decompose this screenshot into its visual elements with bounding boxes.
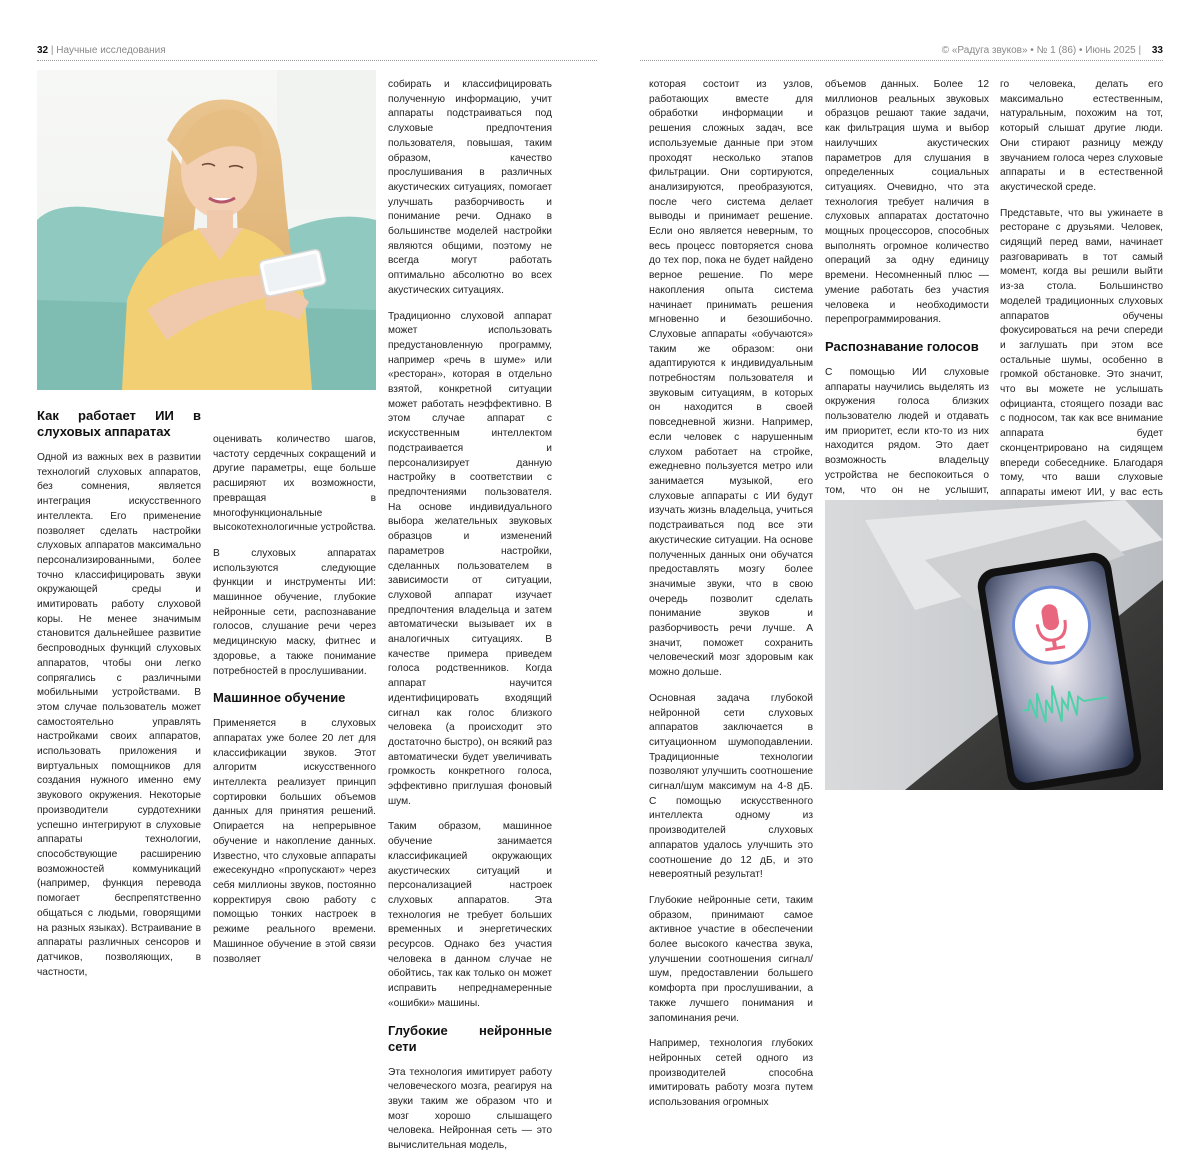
woman-photo-illustration	[37, 70, 376, 390]
paragraph: Применяется в слуховых аппаратах уже более 20 лет для классификации звуков. Этот алгоритм искусственного интеллекта реализует принцип сортировки больших объемов данных для принятия решений. Опирается на непрерывное обучение и накопление данных. Известно, что слуховые аппараты ежесекундно «пропускают» через себя миллионы звуков, постоянно корректируя свою работу с помощью тонких настроек в режиме реального времени. Машинное обучение в этой связи позволяет	[213, 718, 376, 965]
column-1	[37, 402, 201, 991]
paragraph: Глубокие нейронные сети, таким образом, принимают самое активное участие в обеспечении более высокого качества звука, улучшении соотношения сигнал/шум, предоставлении большего комфорта при прослушивании, а также лучшего понимания и запоминания речи.	[649, 894, 813, 1024]
smartphone-voice-assistant-photo	[825, 500, 1163, 790]
paragraph: Одной из важных вех в развитии технологий слуховых аппаратов, без сомнения, является интеграция искусственного интеллекта. Его применение позволяет сделать настройки слуховых аппаратов максимально персонализированными, более точно классифицировать звуки окружающей среды и имитировать работу слуховой коры. Не менее значимым становится дальнейшее развитие беспроводных функций слуховых аппаратов, чтобы они легко сопрягались с различными мобильными устройствами. В этом случае пользователь может самостоятельно управлять настройками своих аппаратов, использовать приложения и виртуальных помощников для создания нужного именно ему звукового окружения. Некоторые производители сурдотехники успешно интегрируют в слуховые аппараты технологии, способствующие расширению возможностей коммуникаций (например, функция перевода помогает беспрепятственно общаться с людьми, говорящими на разных языках). Встраивание в аппараты различных сенсоров и датчиков, позволяющих, в частности,	[37, 452, 201, 978]
left-header-rule	[37, 60, 597, 61]
paragraph: собирать и классифицировать полученную информацию, учит аппараты подстраиваться под слуховые предпочтения пользователя, повышая, таким образом, качество прослушивания в различных акустических ситуациях, помогает улучшать разборчивость и понимание речи. Однако в большинстве моделей настройки являются общими, поэтому не всегда могут работать оптимально абсолютно во всех акустических ситуациях.	[388, 79, 552, 296]
paragraph: Таким образом, машинное обучение занимается классификацией окружающих акустических ситуаций и персонализацией настроек слуховых аппаратов. Эта технология не требует больших временных и энергетических ресурсов. Однако без участия человека в данном случае не обойтись, так как только он может исправить непреднамеренные «ошибки» машины.	[388, 821, 552, 1009]
right-page-number: 33	[1151, 45, 1163, 56]
paragraph: го человека, делать его максимально естественным, натуральным, похожим на тот, который слышат другие люди. Они стирают разницу между звучанием голоса через слуховые аппараты и в естественной акустической среде.	[1000, 79, 1163, 193]
paragraph: Эта технология имитирует работу человеческого мозга, реагируя на звуки таким же образом что и мозг хорошо слышащего человека. Нейронная сеть — это вычислительная модель,	[388, 1066, 552, 1152]
right-running-header	[942, 45, 1163, 56]
right-issue-info: © «Радуга звуков» • № 1 (86) • Июнь 2025 |	[941, 45, 1142, 56]
section-heading-deep-neural-networks: Глубокие нейронные сети	[388, 1022, 552, 1054]
left-running-header	[37, 45, 166, 56]
section-heading-ai-in-hearing-aids: Как работает ИИ в слуховых аппаратах	[37, 408, 201, 439]
paragraph: Представьте, что вы ужинаете в ресторане с друзьями. Человек, сидящий перед вами, начинает разговаривать в тот самый момент, когда вы решили выйти из-за стола. Большинство моделей традиционных слуховых аппаратов обучены фокусироваться на речи спереди и заглушать при этом все остальные шумы, особенно в громкой обстановке. Это значит, что вы можете не услышать официанта, стоящего позади вас с подносом, так как все внимание аппарата будет сконцентрировано на сидящем впереди собеседнике. Благодаря тому, что ваши слуховые аппараты имеют ИИ, у вас есть	[1000, 207, 1163, 498]
paragraph: С помощью ИИ слуховые аппараты научились выделять из окружения голоса близких пользователю людей и отдавать им приоритет, если кто-то из них находится рядом. Это дает возможность владельцу устройства не беспокоиться о том, что он не услышит,	[825, 366, 989, 496]
paragraph: Например, технология глубоких нейронных сетей одного из производителей способна имитировать работу мозга путем использования огромных	[649, 1038, 813, 1109]
paragraph: которая состоит из узлов, работающих вместе для обработки информации и решения сложных задач, все используемые данные при этом проходят несколько этапов фильтрации. Они сортируются, анализируются, преобразуются, после чего система делает выводы и принимает решение. Если оно является неверным, то весь процесс повторяется снова до тех пор, пока не будет найдено верное решение. По мере накопления опыта система начинает принимать решения мгновенно и безошибочно. Слуховые аппараты «обучаются» таким же образом: они адаптируются к индивидуальным потребностям пользователя и звуковым ситуациям, в которых он находится в своей повседневной жизни. Например, если человек с нарушенным слухом работает на стройке, ежедневно пользуется метро или занимается музыкой, его слуховые аппараты с ИИ будут изучать жизнь владельца, учиться подстраиваться под все эти акустические ситуации. На основе полученных данных они обучатся предоставлять мозгу более значимые звуки, что в свою очередь позволит сделать понимание звуков и разборчивость речи лучше. А значит, поможет сохранить человеческий мозг здоровым как можно дольше.	[649, 79, 813, 679]
left-page-number: 32	[37, 45, 49, 56]
left-section-label: | Научные исследования	[50, 45, 166, 56]
section-heading-machine-learning: Машинное обучение	[213, 690, 346, 706]
woman-with-smartphone-photo	[37, 70, 376, 390]
paragraph: В слуховых аппаратах используются следующие функции и инструменты ИИ: машинное обучение, глубокие нейронные сети, распознавание голосов, слушание речи через медицинскую маску, фитнес и здоровье, а также понимание потребностей в прослушивании.	[213, 547, 376, 677]
column-4	[649, 78, 813, 1122]
paragraph: Традиционно слуховой аппарат может использовать предустановленную программу, например «речь в шуме» или «ресторан», которая в отдельно взятой, конкретной ситуации может работать неэффективно. В этом случае аппарат с искусственным интеллектом подстраивается и персонализирует данную настройку в соответствии с предпочтениями пользователя. На основе индивидуального выбора желательных звуковых образцов и изменений параметров настройки, сделанных пользователем в зависимости от ситуации, слуховой аппарат изучает предпочтения владельца и затем автоматически вызывает их в аналогичных ситуациях. В качестве примера приведем голоса родственников. Когда аппарат научится идентифицировать входящий сигнал как голос близкого человека (а происходит это достаточно быстро), он всякий раз автоматически будет увеличивать громкость конкретного голоса, эффективно приглушая фоновый шум.	[388, 310, 553, 807]
paragraph: оценивать количество шагов, частоту сердечных сокращений и другие параметры, еще больше расширяют их возможности, превращая в многофункциональные высокотехнологичные устройства.	[213, 434, 376, 534]
paragraph: Основная задача глубокой нейронной сети слуховых аппаратов заключается в ситуационном шумоподавлении. Традиционные технологии позволяют улучшить соотношение сигнал/шум максимум на 4-8 дБ. С помощью искусственного интеллекта одному из производителей слуховых аппаратов удалось улучшить это соотношение до 12 дБ, и это невероятный результат!	[649, 692, 813, 881]
paragraph: объемов данных. Более 12 миллионов реальных звуковых образцов решают такие задачи, как фильтрация шума и выбор наилучших акустических параметров для слушания в определенных социальных ситуациях. Очевидно, что эта технология требует наличия в слуховых аппаратах достаточно мощных процессоров, способных выполнять огромное количество операций за одну единицу времени. Несомненный плюс — умение работать без участия человека и необходимости перепрограммирования.	[825, 79, 989, 326]
smartphone-photo-illustration	[825, 500, 1163, 790]
column-3	[388, 78, 552, 1165]
section-heading-voice-recognition: Распознавание голосов	[825, 338, 979, 354]
column-2	[213, 433, 376, 978]
right-header-rule	[640, 60, 1163, 61]
